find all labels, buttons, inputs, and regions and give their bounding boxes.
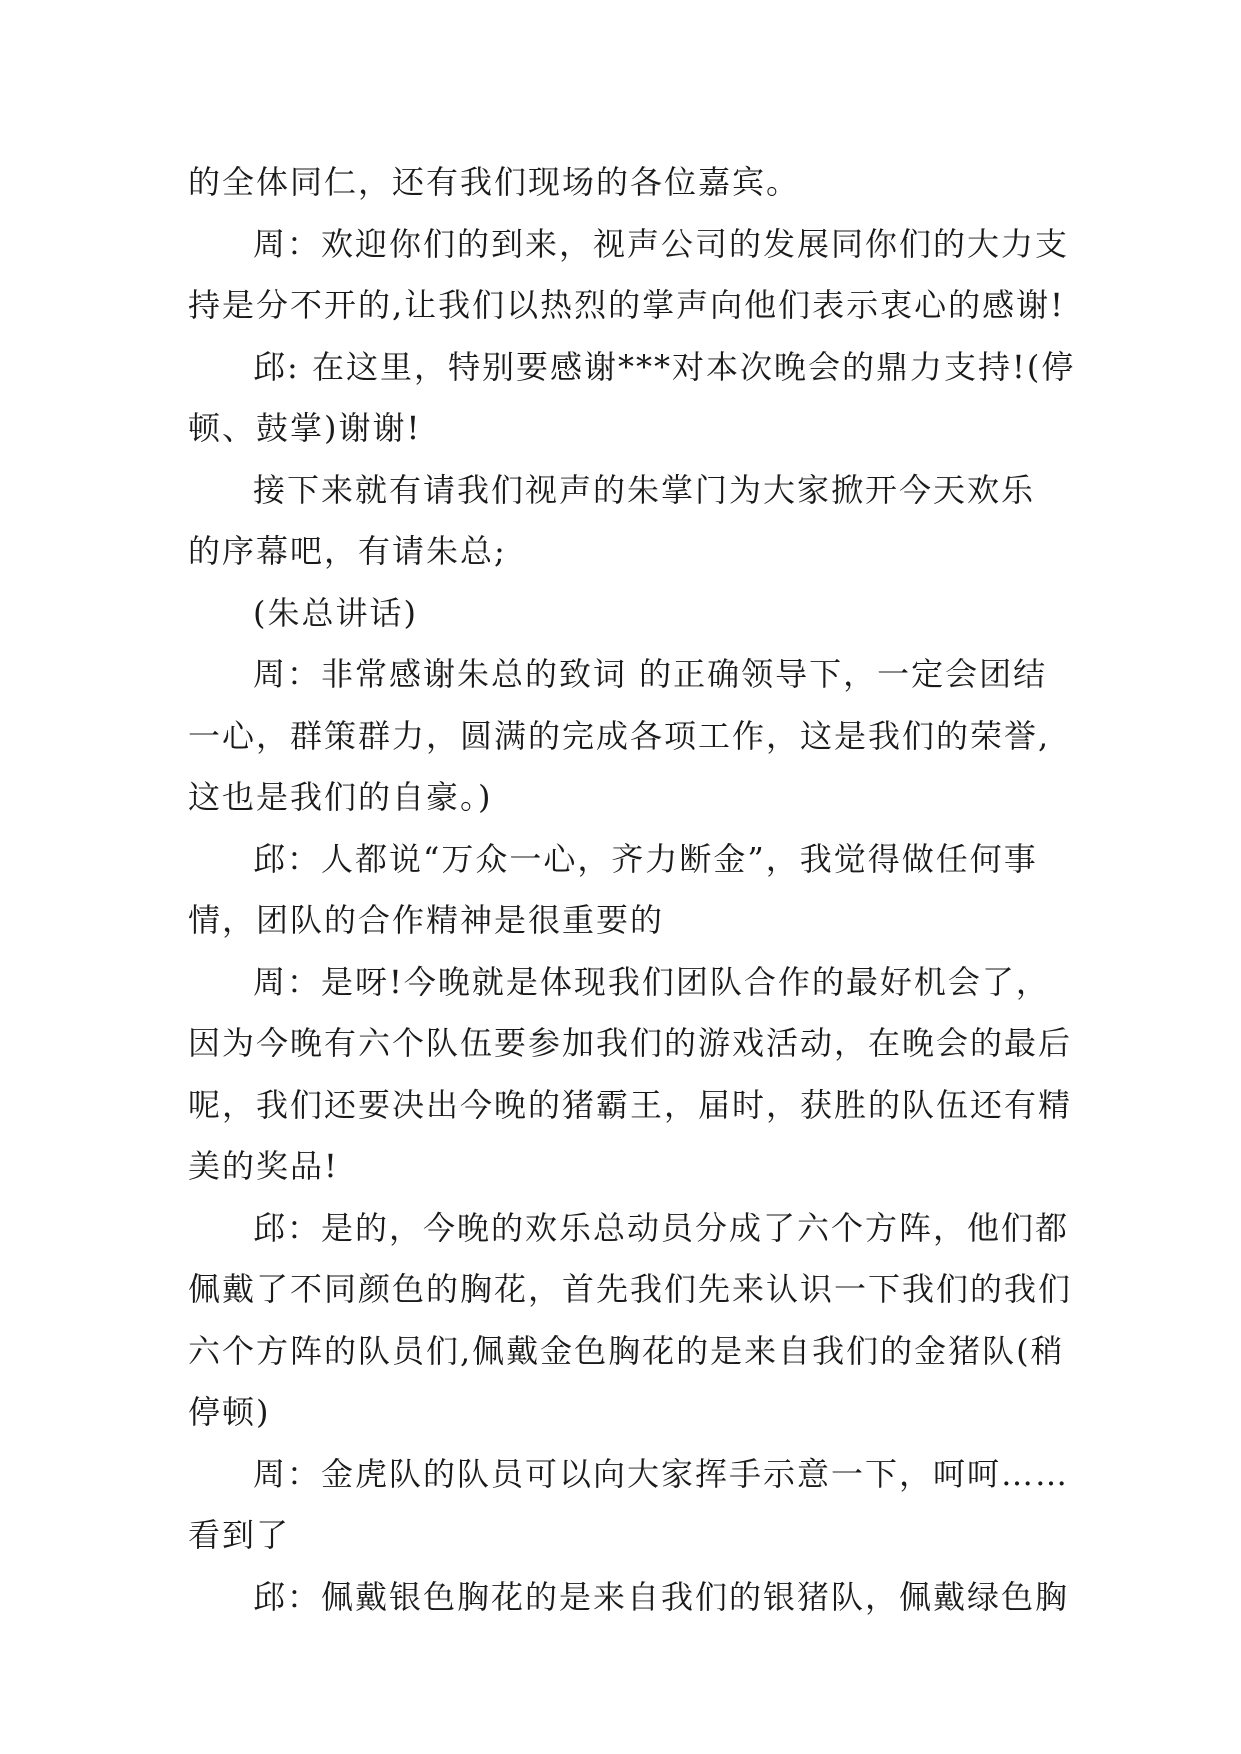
text-line: 持是分不开的,让我们以热烈的掌声向他们表示衷心的感谢! <box>188 286 1066 324</box>
text-line: 呢，我们还要决出今晚的猪霸王，届时，获胜的队伍还有精 <box>188 1085 1073 1124</box>
text-line: 邱：佩戴银色胸花的是来自我们的银猪队，佩戴绿色胸 <box>253 1577 1070 1616</box>
text-line: 情，团队的合作精神是很重要的 <box>188 901 665 939</box>
text-line: 看到了 <box>188 1516 291 1554</box>
text-line: 佩戴了不同颜色的胸花，首先我们先来认识一下我们的我们 <box>188 1270 1073 1308</box>
text-line: 美的奖品! <box>188 1147 339 1185</box>
text-line: 邱：人都说“万众一心，齐力断金”，我觉得做任何事 <box>253 839 1038 878</box>
text-line: 接下来就有请我们视声的朱掌门为大家掀开今天欢乐 <box>253 470 1036 509</box>
text-line: (朱总讲话) <box>253 593 418 632</box>
text-line: 周：是呀!今晚就是体现我们团队合作的最好机会了， <box>253 962 1050 1001</box>
text-line: 的全体同仁，还有我们现场的各位嘉宾。 <box>188 163 801 201</box>
text-line: 邱：是的，今晚的欢乐总动员分成了六个方阵，他们都 <box>253 1208 1070 1247</box>
text-line: 因为今晚有六个队伍要参加我们的游戏活动，在晚会的最后 <box>188 1024 1073 1062</box>
text-line: 六个方阵的队员们,佩戴金色胸花的是来自我们的金猪队(稍 <box>188 1331 1065 1370</box>
text-line: 停顿) <box>188 1393 271 1431</box>
text-line: 周：欢迎你们的到来，视声公司的发展同你们的大力支 <box>253 224 1070 263</box>
text-line: 这也是我们的自豪。) <box>188 778 493 816</box>
text-line: 周：金虎队的队员可以向大家挥手示意一下，呵呵…… <box>253 1454 1070 1493</box>
document-body <box>188 152 1076 1628</box>
text-line: 周：非常感谢朱总的致词 的正确领导下，一定会团结 <box>253 655 1048 693</box>
text-line: 邱: 在这里，特别要感谢***对本次晚会的鼎力支持!(停 <box>253 347 1076 386</box>
text-line: 的序幕吧，有请朱总; <box>188 532 507 570</box>
text-line: 顿、鼓掌)谢谢! <box>188 409 422 447</box>
text-line: 一心，群策群力，圆满的完成各项工作，这是我们的荣誉, <box>188 716 1051 755</box>
